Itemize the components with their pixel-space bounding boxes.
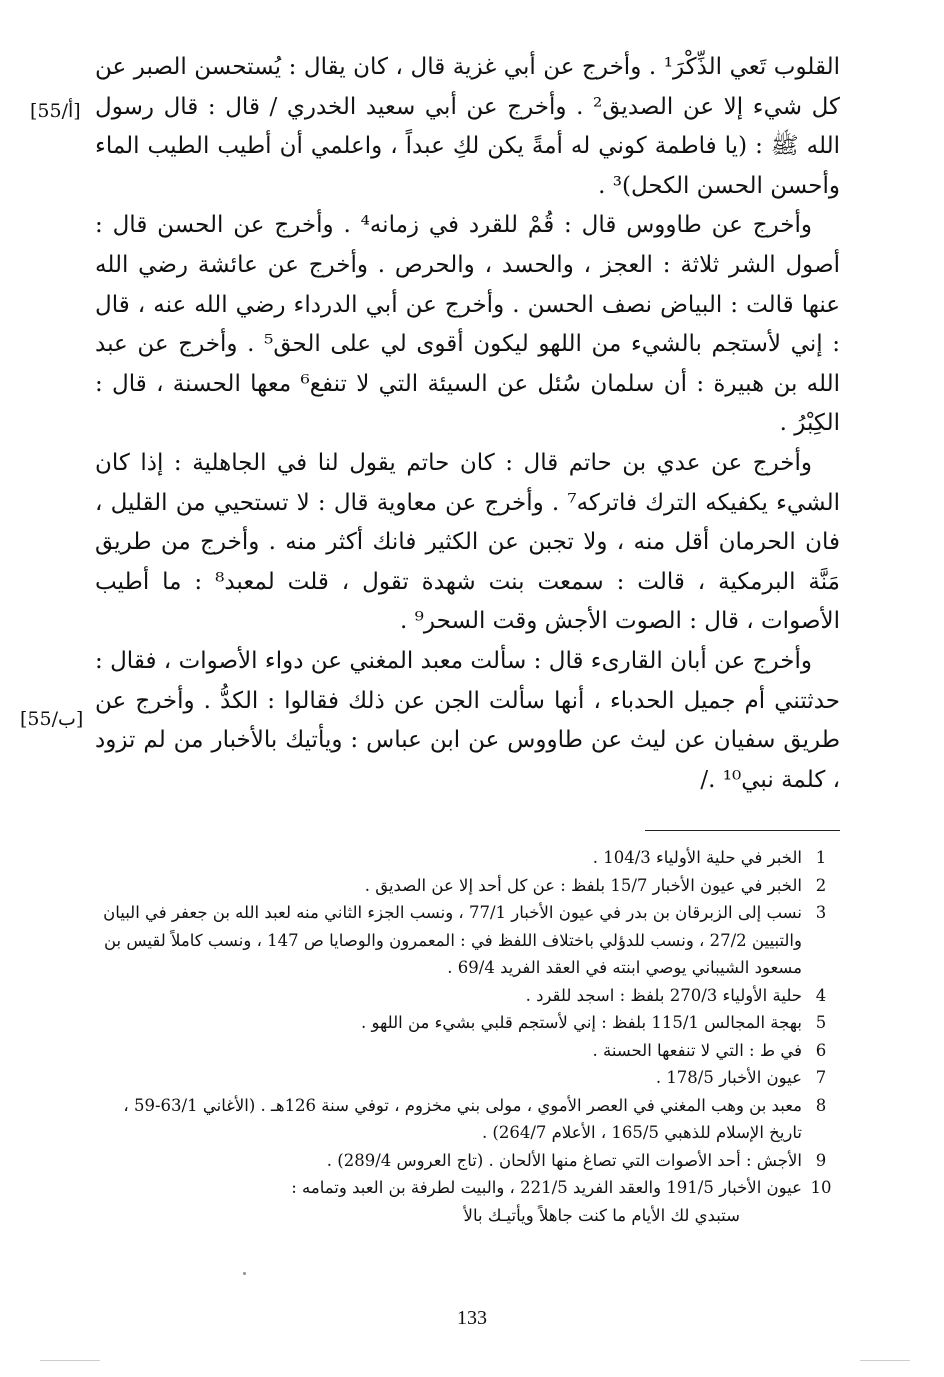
footnote-number: 10 bbox=[810, 1178, 832, 1197]
footnote-number: 5 bbox=[815, 1013, 827, 1032]
paragraph-2: وأخرج عن طاووس قال : قُمْ للقرد في زمانه⁴ . وأخرج عن الحسن قال : أصول الشر ثلاثة : العجز ، والحسد ، والحرص . وأخرج عن عائشة رضي الله عنها قالت : البياض نصف الحسن . وأخرج عن أبي الدرداء رضي الله عنه ، قال : إني لأستجم بالشيء من اللهو ليكون أقوى لي على الحق⁵ . وأخرج عن عبد الله بن هبيرة : أن سلمان سُئل عن السيئة التي لا تنفع⁶ معها الحسنة ، قال : الكِبْرُ . bbox=[95, 212, 840, 437]
footnote-text: بهجة المجالس 115/1 بلفظ : إني لأستجم قلبي بشيء من اللهو . bbox=[361, 1013, 802, 1032]
footnote bbox=[95, 982, 840, 1010]
scan-speck bbox=[243, 1272, 246, 1275]
scan-speck bbox=[860, 1360, 910, 1361]
footnotes bbox=[95, 844, 840, 1229]
footnote bbox=[95, 1174, 840, 1202]
footnote bbox=[95, 1064, 840, 1092]
footnote-text: حلية الأولياء 270/3 بلفظ : اسجد للقرد . bbox=[525, 985, 802, 1005]
footnote bbox=[95, 1009, 840, 1037]
main-text bbox=[95, 48, 840, 800]
footnote-text: في ط : التي لا تنفعها الحسنة . bbox=[592, 1040, 802, 1060]
footnote-number: 3 bbox=[815, 903, 827, 922]
footnote-text: الخبر في حلية الأولياء 104/3 . bbox=[592, 848, 802, 867]
footnote bbox=[95, 872, 840, 900]
paragraph-4: وأخرج عن أبان القارىء قال : سألت معبد المغني عن دواء الأصوات ، فقال : حدثتني أم جميل الحدباء ، أنها سألت الجن عن ذلك فقالوا : الكدُّ . وأخرج عن طريق سفيان عن ليث عن طاووس عن ابن عباس : ويأتيك بالأخبار من لم تزود ، كلمة نبي¹⁰ ./ bbox=[95, 647, 840, 793]
footnote-text: عيون الأخبار 178/5 . bbox=[655, 1068, 802, 1087]
paragraph-3: وأخرج عن عدي بن حاتم قال : كان حاتم يقول لنا في الجاهلية : إذا كان الشيء يكفيكه الترك فاتركه⁷ . وأخرج عن معاوية قال : لا تستحيي من القليل ، فان الحرمان أقل منه ، ولا تجبن عن الكثير فانك أكثر منه . وأخرج من طريق مَنَّة البرمكية ، قالت : سمعت بنت شهدة تقول ، قلت لمعبد⁸ : ما أطيب الأصوات ، قال : الصوت الأجش وقت السحر⁹ . bbox=[95, 449, 840, 635]
page-number: 133 bbox=[457, 1307, 487, 1329]
footnote bbox=[95, 844, 840, 872]
footnote-separator bbox=[645, 830, 840, 831]
footnote bbox=[95, 1092, 840, 1147]
footnote-number: 7 bbox=[815, 1068, 827, 1087]
footnote-number: 1 bbox=[815, 848, 827, 867]
footnote-text: نسب إلى الزبرقان بن بدر في عيون الأخبار 77/1 ، ونسب الجزء الثاني منه لعبد الله بن جعفر في البيان والتبيين 27/2 ، ونسب للدؤلي باختلاف اللفظ في : المعمرون والوصايا ص 147 ، ونسب كاملاً لقيس بن مسعود الشيباني يوصي ابنته في العقد الفريد 69/4 . bbox=[103, 903, 802, 977]
footnote-number: 4 bbox=[815, 985, 827, 1005]
footnote bbox=[95, 1147, 840, 1175]
footnote-number: 6 bbox=[815, 1040, 827, 1060]
poem-verse: ستبدي لك الأيام ما كنت جاهلاً ويأتيـك بالأ bbox=[463, 1205, 740, 1225]
footnote-number: 9 bbox=[815, 1150, 827, 1170]
folio-marker-55b: [55/ب] bbox=[20, 708, 84, 730]
footnote-number: 2 bbox=[815, 875, 827, 895]
footnote bbox=[95, 1037, 840, 1065]
footnote-text: الأجش : أحد الأصوات التي تصاغ منها الألحان . (تاج العروس 289/4) . bbox=[326, 1150, 802, 1170]
folio-marker-55a: [55/أ] bbox=[30, 100, 81, 122]
footnote-text: الخبر في عيون الأخبار 15/7 بلفظ : عن كل أحد إلا عن الصديق . bbox=[364, 875, 802, 895]
footnote-text: عيون الأخبار 191/5 والعقد الفريد 221/5 ، والبيت لطرفة بن العبد وتمامه : bbox=[291, 1178, 802, 1197]
footnote-text: معبد بن وهب المغني في العصر الأموي ، مولى بني مخزوم ، توفي سنة 126هـ . (الأغاني 63/1-59 ، تاريخ الإسلام للذهبي 165/5 ، الأعلام 264/7) . bbox=[123, 1095, 802, 1142]
footnote-number: 8 bbox=[815, 1095, 827, 1115]
footnote bbox=[95, 899, 840, 982]
paragraph-1: القلوب تَعي الذِّكْرَ¹ . وأخرج عن أبي غزية قال ، كان يقال : يُستحسن الصبر عن كل شيء إلا عن الصديق² . وأخرج عن أبي سعيد الخدري / قال : قال رسول الله ﷺ : (يا فاطمة كوني له أمةً يكن لكِ عبداً ، واعلمي أن أطيب الطيب الماء وأحسن الحسن الكحل)³ . bbox=[95, 54, 840, 199]
scan-speck bbox=[40, 1360, 100, 1361]
